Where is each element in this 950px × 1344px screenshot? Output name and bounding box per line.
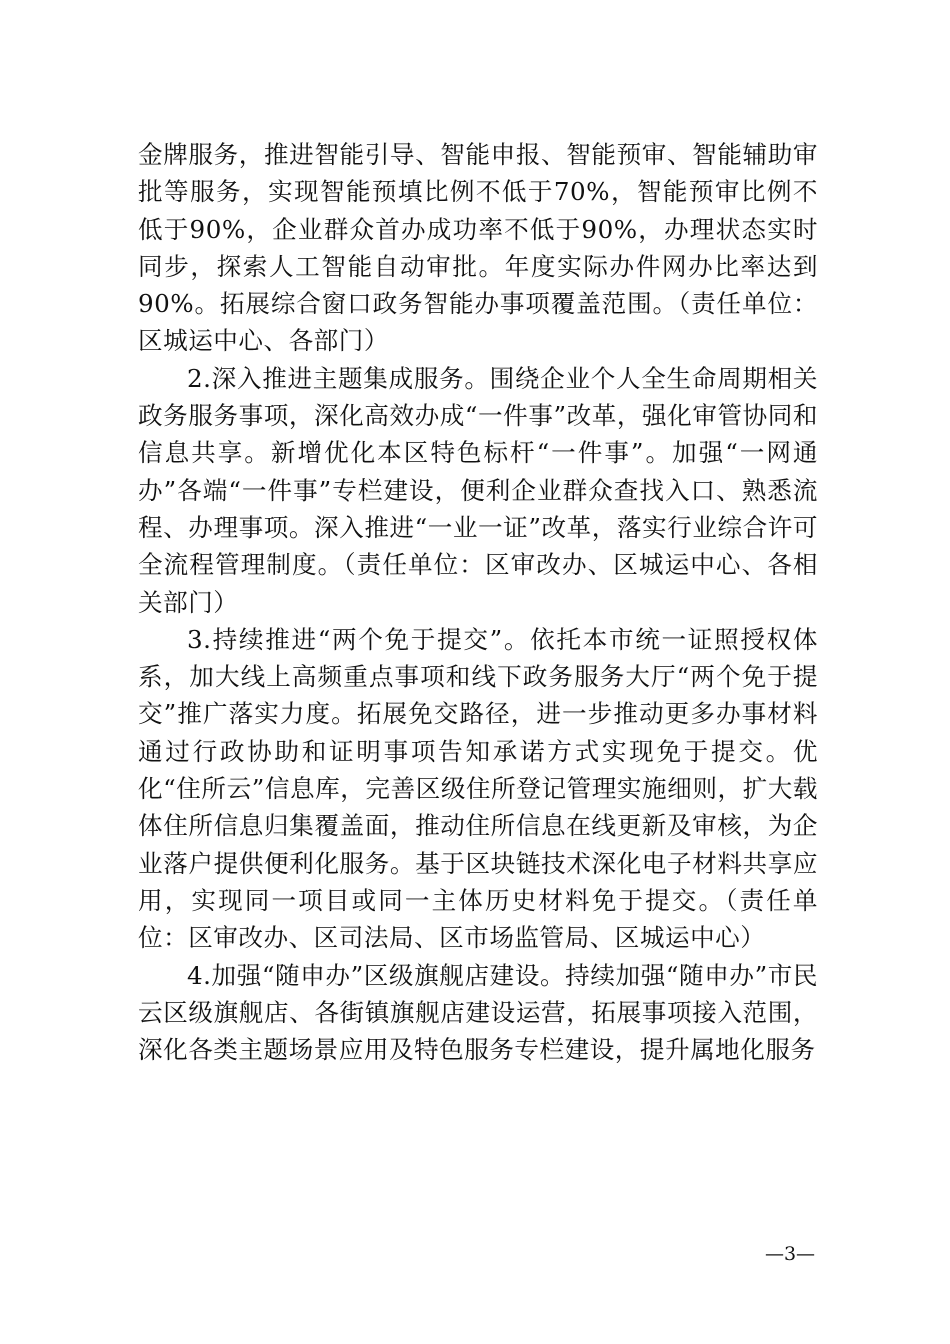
paragraph-item-4: 4.加强“随申办”区级旗舰店建设。持续加强“随申办”市民云区级旗舰店、各街镇旗舰店建设运营，拓展事项接入范围，深化各类主题场景应用及特色服务专栏建设，提升属地化服务 (138, 960, 818, 1065)
paragraph-continuation: 金牌服务，推进智能引导、智能申报、智能预审、智能辅助审批等服务，实现智能预填比例不低于70%，智能预审比例不低于90%，企业群众首办成功率不低于90%，办理状态实时同步，探索人工智能自动审批。年度实际办件网办比率达到90%。拓展综合窗口政务智能办事项覆盖范围。（责任单位：区城运中心、各部门） (138, 140, 818, 356)
paragraph-item-2: 2.深入推进主题集成服务。围绕企业个人全生命周期相关政务服务事项，深化高效办成“一件事”改革，强化审管协同和信息共享。新增优化本区特色标杆“一件事”。加强“一网通办”各端“一件事”专栏建设，便利企业群众查找入口、熟悉流程、办理事项。深入推进“一业一证”改革，落实行业综合许可全流程管理制度。（责任单位：区审改办、区城运中心、各相关部门） (138, 363, 818, 617)
paragraph-item-3: 3.持续推进“两个免于提交”。依托本市统一证照授权体系，加大线上高频重点事项和线下政务服务大厅“两个免于提交”推广落实力度。拓展免交路径，进一步推动更多办事材料通过行政协助和证明事项告知承诺方式实现免于提交。优化“住所云”信息库，完善区级住所登记管理实施细则，扩大载体住所信息归集覆盖面，推动住所信息在线更新及审核，为企业落户提供便利化服务。基于区块链技术深化电子材料共享应用，实现同一项目或同一主体历史材料免于提交。（责任单位：区审改办、区司法局、区市场监管局、区城运中心） (138, 624, 818, 953)
body-text (138, 136, 818, 1068)
page-number: —3— (764, 1243, 816, 1265)
